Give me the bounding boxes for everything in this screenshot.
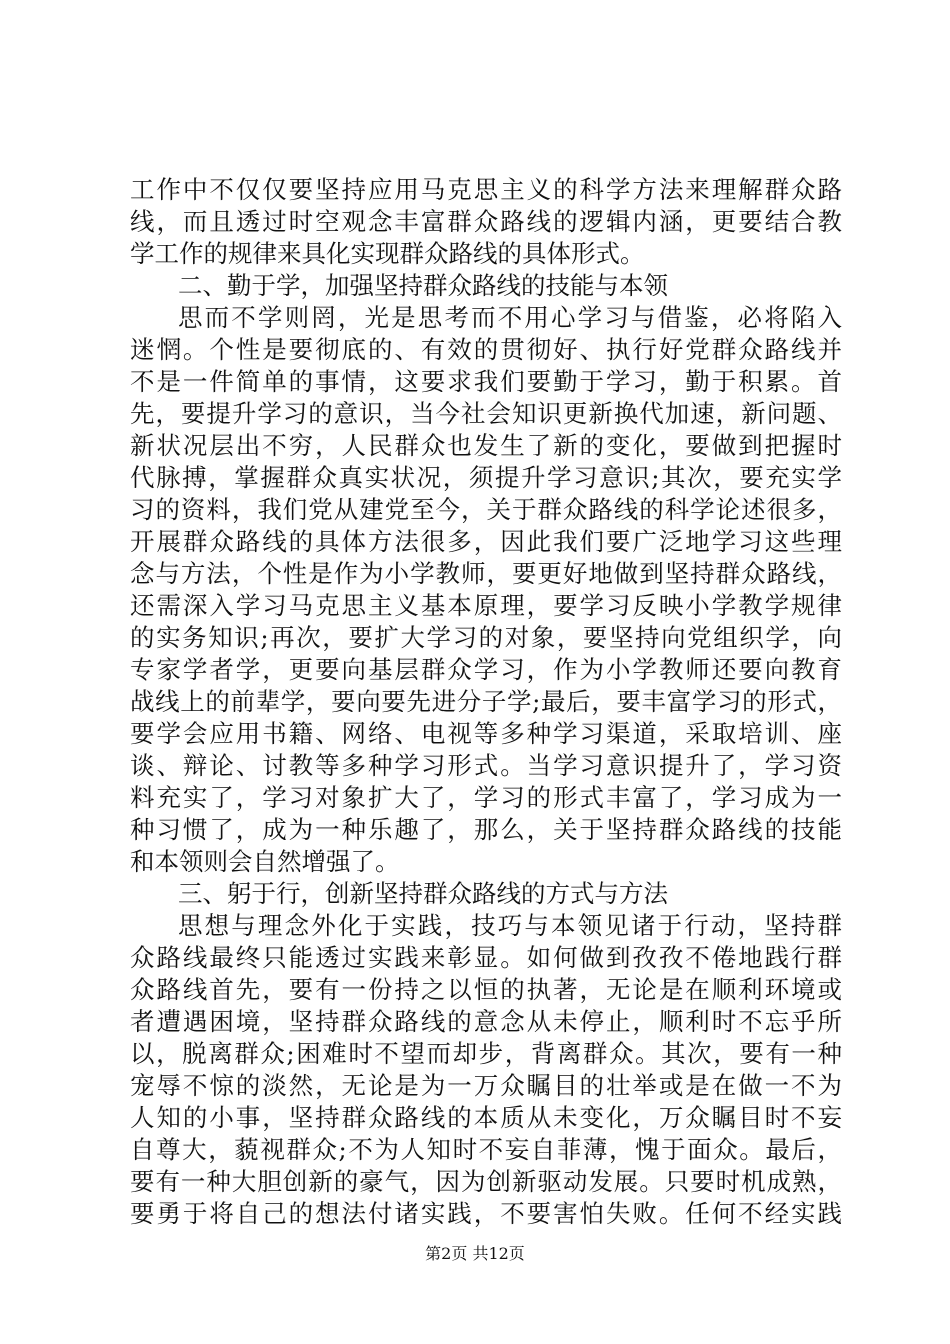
text-line: 的实务知识;再次，要扩大学习的对象，要坚持向党组织学，向 — [130, 623, 842, 652]
text-line: 代脉搏，掌握群众真实状况，须提升学习意识;其次，要充实学 — [130, 463, 842, 492]
text-line: 思想与理念外化于实践，技巧与本领见诸于行动，坚持群 — [178, 911, 842, 940]
text-line: 习的资料，我们党从建党至今，关于群众路线的科学论述很多， — [130, 495, 842, 524]
text-line: 料充实了，学习对象扩大了，学习的形式丰富了，学习成为一 — [130, 783, 842, 812]
text-line: 谈、辩论、讨教等多种学习形式。当学习意识提升了，学习资 — [130, 751, 842, 780]
page-number-footer: 第2页 共12页 — [425, 1244, 525, 1263]
text-line: 众路线首先，要有一份持之以恒的执著，无论是在顺利环境或 — [130, 975, 842, 1004]
document-body — [130, 174, 842, 1230]
text-line: 和本领则会自然增强了。 — [130, 847, 400, 876]
section-heading: 三、躬于行，创新坚持群众路线的方式与方法 — [178, 879, 668, 908]
text-line: 开展群众路线的具体方法很多，因此我们要广泛地学习这些理 — [130, 527, 842, 556]
text-line: 战线上的前辈学，要向要先进分子学;最后，要丰富学习的形式， — [130, 687, 842, 716]
section-heading: 二、勤于学，加强坚持群众路线的技能与本领 — [178, 271, 668, 300]
text-line: 以，脱离群众;困难时不望而却步，背离群众。其次，要有一种 — [130, 1039, 842, 1068]
text-line: 人知的小事，坚持群众路线的本质从未变化，万众瞩目时不妄 — [130, 1103, 842, 1132]
text-line: 不是一件简单的事情，这要求我们要勤于学习，勤于积累。首 — [130, 367, 842, 396]
text-line: 专家学者学，更要向基层群众学习，作为小学教师还要向教育 — [130, 655, 842, 684]
text-line: 思而不学则罔，光是思考而不用心学习与借鉴，必将陷入 — [178, 303, 842, 332]
text-line: 迷惘。个性是要彻底的、有效的贯彻好、执行好党群众路线并 — [130, 335, 842, 364]
text-line: 念与方法，个性是作为小学教师，要更好地做到坚持群众路线， — [130, 559, 842, 588]
text-line: 要有一种大胆创新的豪气，因为创新驱动发展。只要时机成熟， — [130, 1167, 842, 1196]
text-line: 先，要提升学习的意识，当今社会知识更新换代加速，新问题、 — [130, 399, 842, 428]
text-line: 众路线最终只能透过实践来彰显。如何做到孜孜不倦地践行群 — [130, 943, 842, 972]
text-line: 要勇于将自己的想法付诸实践，不要害怕失败。任何不经实践 — [130, 1199, 842, 1228]
text-line: 学工作的规律来具化实现群众路线的具体形式。 — [130, 239, 645, 268]
text-line: 新状况层出不穷，人民群众也发生了新的变化，要做到把握时 — [130, 431, 842, 460]
text-line: 要学会应用书籍、网络、电视等多种学习渠道，采取培训、座 — [130, 719, 842, 748]
text-line: 工作中不仅仅要坚持应用马克思主义的科学方法来理解群众路 — [130, 175, 842, 204]
text-line: 自尊大，藐视群众;不为人知时不妄自菲薄，愧于面众。最后， — [130, 1135, 842, 1164]
text-line: 宠辱不惊的淡然，无论是为一万众瞩目的壮举或是在做一不为 — [130, 1071, 842, 1100]
text-line: 还需深入学习马克思主义基本原理，要学习反映小学教学规律 — [130, 591, 842, 620]
text-line: 种习惯了，成为一种乐趣了，那么，关于坚持群众路线的技能 — [130, 815, 842, 844]
text-line: 线，而且透过时空观念丰富群众路线的逻辑内涵，更要结合教 — [130, 207, 842, 236]
text-line: 者遭遇困境，坚持群众路线的意念从未停止，顺利时不忘乎所 — [130, 1007, 842, 1036]
